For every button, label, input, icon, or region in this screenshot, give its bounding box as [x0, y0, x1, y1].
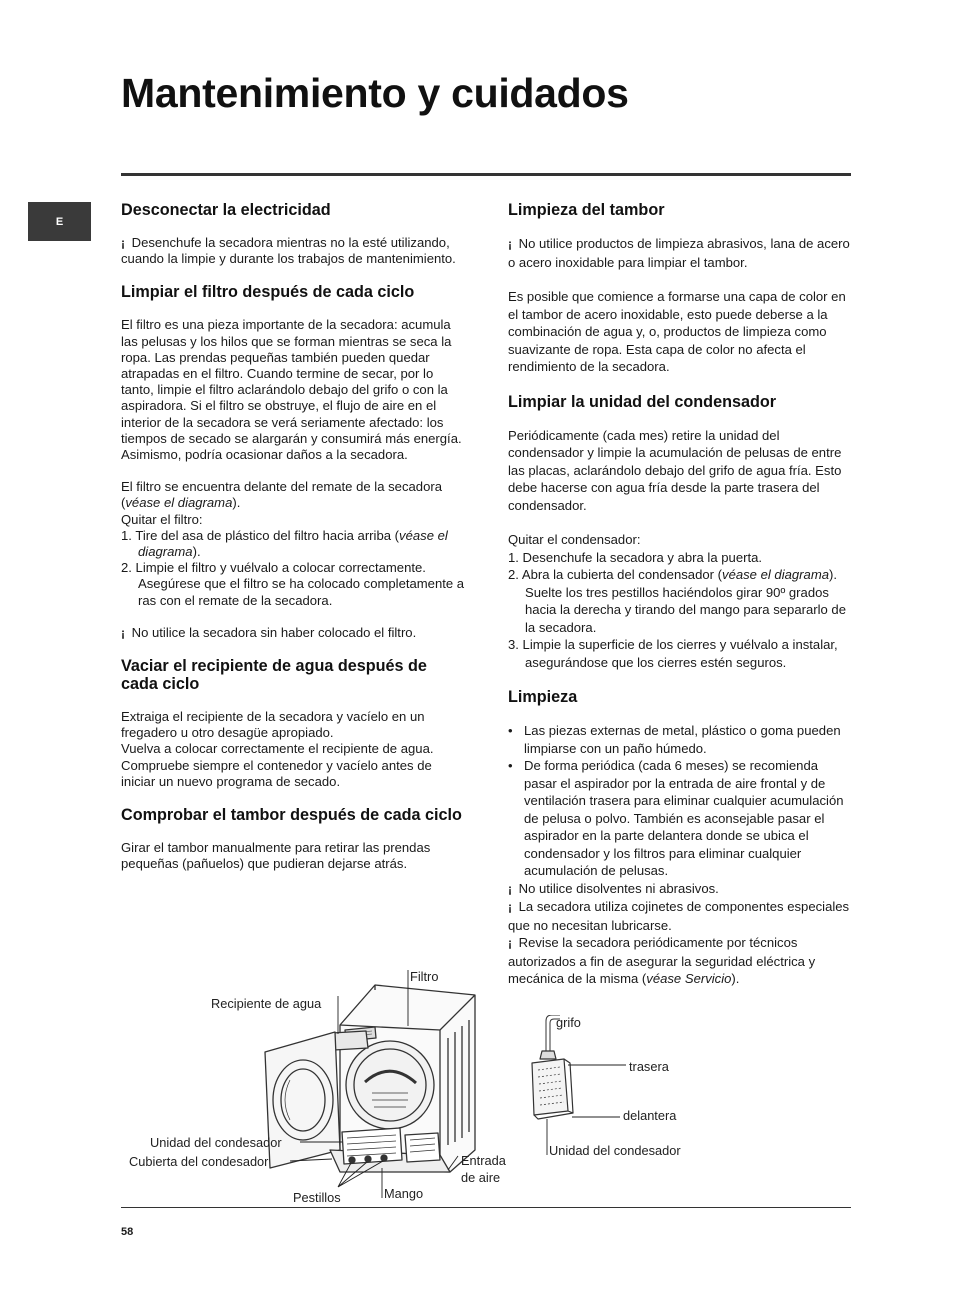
- page-title: Mantenimiento y cuidados: [121, 70, 629, 116]
- warning-icon: ¡: [121, 236, 125, 250]
- warning-note: ¡ No utilice disolventes ni abrasivos.: [508, 880, 853, 899]
- label-entrada-2: de aire: [461, 1170, 501, 1185]
- list-label: Quitar el condensador:: [508, 532, 641, 547]
- section-heading: Vaciar el recipiente de agua después de cada ciclo: [121, 657, 427, 694]
- label-mango: Mango: [384, 1186, 424, 1201]
- warning-note: ¡ Desenchufe la secadora mientras no la esté utilizando, cuando la limpie y durante los trabajos de mantenimiento.: [121, 235, 456, 267]
- page-number: 58: [121, 1226, 134, 1238]
- warning-note: ¡ No utilice productos de limpieza abrasivos, lana de acero o acero inoxidable para limpiar el tambor.: [508, 236, 850, 270]
- paragraph: Girar el tambor manualmente para retirar las prendas pequeñas (pañuelos) que pudieran dejarse atrás.: [121, 840, 431, 872]
- list-item: 2. Limpie el filtro y vuélvalo a colocar correctamente. Asegúrese que el filtro se ha colocado completamente a ras con el remate de la secadora.: [121, 560, 465, 608]
- list-label: Quitar el filtro:: [121, 511, 203, 527]
- warning-icon: ¡: [508, 881, 512, 896]
- label-unidad-condesador: Unidad del condesador: [549, 1143, 681, 1158]
- label-pestillos: Pestillos: [293, 1190, 341, 1205]
- paragraph: Vuelva a colocar correctamente el recipiente de agua. Compruebe siempre el contenedor y vacíelo antes de iniciar un nuevo programa de secado.: [121, 741, 434, 789]
- left-column: [121, 201, 466, 872]
- bullet-item: • Las piezas externas de metal, plástico o goma pueden limpiarse con un paño húmedo.: [508, 722, 853, 757]
- section-heading: Limpieza: [508, 688, 578, 706]
- paragraph: Es posible que comience a formarse una capa de color en el tambor de acero inoxidable, esto puede deberse a la combinación de agua y, o, productos de limpieza como suavizante de ropa. Esta capa de color no afecta el rendimiento de la secadora.: [508, 289, 846, 374]
- label-unidad-condensador: Unidad del condesador: [150, 1135, 282, 1150]
- warning-icon: ¡: [508, 237, 512, 251]
- list-item: 2. Abra la cubierta del condensador (véase el diagrama). Suelte los tres pestillos haciéndolos girar 90º grados hacia la derecha y tirando del mango para separarlo de la secadora.: [508, 567, 847, 635]
- label-entrada: Entrada: [461, 1153, 506, 1168]
- label-recipiente: Recipiente de agua: [211, 996, 322, 1011]
- section-heading: Limpiar el filtro después de cada ciclo: [121, 283, 415, 302]
- label-trasera: trasera: [629, 1059, 669, 1074]
- list-item: 1. Tire del asa de plástico del filtro hacia arriba (véase el diagrama).: [121, 527, 448, 560]
- warning-icon: ¡: [121, 625, 125, 640]
- list-item: 1. Desenchufe la secadora y abra la puerta.: [508, 549, 763, 565]
- paragraph: Extraiga el recipiente de la secadora y vacíelo en un fregadero u otro desagüe apropiado.: [121, 709, 425, 741]
- warning-icon: ¡: [508, 900, 512, 914]
- section-heading: Limpieza del tambor: [508, 201, 665, 219]
- warning-note: ¡ Revise la secadora periódicamente por técnicos autorizados a fin de asegurar la seguridad eléctrica y mecánica de la misma (véase Servicio).: [508, 935, 816, 986]
- label-filtro: Filtro: [410, 969, 439, 984]
- label-delantera: delantera: [623, 1108, 677, 1123]
- paragraph: Periódicamente (cada mes) retire la unidad del condensador y limpie la acumulación de pelusas de entre las placas, aclarándolo debajo del grifo de agua fría. Esto debe hacerse con agua fría desde la parte trasera del condensador.: [508, 427, 842, 513]
- section-heading: Comprobar el tambor después de cada ciclo: [121, 806, 462, 825]
- warning-note: ¡ No utilice la secadora sin haber colocado el filtro.: [121, 624, 417, 640]
- label-cubierta-condensador: Cubierta del condesador: [129, 1154, 269, 1169]
- section-heading: Limpiar la unidad del condensador: [508, 392, 777, 411]
- paragraph: El filtro se encuentra delante del remate de la secadora (véase el diagrama).: [121, 479, 442, 511]
- paragraph: El filtro es una pieza importante de la secadora: acumula las pelusas y los hilos que se forman mientras se seca la ropa. Las prendas pequeñas también pueden quedar atrapadas en el filtro. Cuando termine de secar, por lo tanto, limpie el filtro aclarándolo debajo del grifo o con la aspiradora. Si el filtro se obstruye, el flujo de aire en el interior de la secadora se verá seriamente afectado: los tiempos de secado se alargarán y consumirá más energía. Asimismo, podría ocasionar daños a la secadora.: [121, 317, 462, 463]
- bullet-item: • De forma periódica (cada 6 meses) se recomienda pasar el aspirador por la entrada de aire frontal y de ventilación trasera para eliminar cualquier acumulación de pelusa o polvo. También es aconsejable pasar el aspirador en la parte delantera donde se ubica el condensador y los filtros para eliminar cualquier acumulación de pelusas.: [508, 757, 853, 880]
- list-item: 3. Limpie la superficie de los cierres y vuélvalo a instalar, asegurándose que los cierres estén seguros.: [508, 637, 838, 670]
- condenser-diagram: [520, 1015, 670, 1160]
- section-heading: Desconectar la electricidad: [121, 201, 331, 219]
- language-tab: E: [28, 202, 91, 241]
- warning-note: ¡ La secadora utiliza cojinetes de componentes especiales que no necesitan lubricarse.: [508, 899, 850, 933]
- label-grifo: grifo: [556, 1015, 581, 1030]
- right-column: [508, 201, 853, 988]
- footer-divider: [121, 1207, 851, 1208]
- title-divider: [121, 173, 851, 176]
- warning-icon: ¡: [508, 936, 512, 950]
